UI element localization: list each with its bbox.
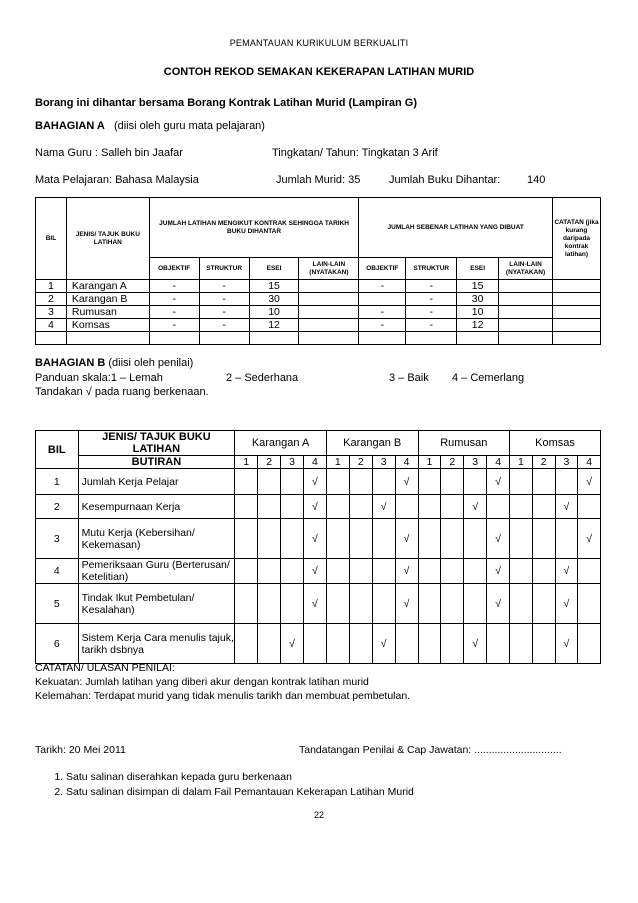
- rating-cell: [464, 559, 487, 584]
- table-cell: 10: [249, 306, 299, 319]
- group-rumusan: Rumusan: [418, 431, 510, 456]
- header-sebenar: JUMLAH SEBENAR LATIHAN YANG DIBUAT: [359, 198, 553, 258]
- check-mark: √: [578, 469, 601, 495]
- rating-cell: [349, 469, 372, 495]
- table-cell: [499, 319, 553, 332]
- section-a-table: [35, 197, 601, 345]
- check-mark: √: [555, 584, 578, 624]
- group-karangan-a: Karangan A: [235, 431, 327, 456]
- rating-cell: [441, 559, 464, 584]
- rating-cell: [510, 559, 533, 584]
- rating-cell: [578, 624, 601, 664]
- table-cell: 4: [36, 319, 67, 332]
- criteria-label: Jumlah Kerja Pelajar: [78, 469, 235, 495]
- copies-list: [48, 770, 414, 800]
- review-strength: Kekuatan: Jumlah latihan yang diberi akur dengan kontrak latihan murid: [35, 676, 369, 688]
- table-cell: -: [149, 293, 199, 306]
- table-cell: Rumusan: [66, 306, 149, 319]
- table-cell: [499, 293, 553, 306]
- check-mark: √: [487, 559, 510, 584]
- group-karangan-b: Karangan B: [326, 431, 418, 456]
- rating-cell: [510, 624, 533, 664]
- rating-cell: [532, 469, 555, 495]
- table-cell: -: [359, 306, 406, 319]
- table-cell: [553, 306, 601, 319]
- rating-cell: [235, 624, 258, 664]
- rating-cell: [464, 469, 487, 495]
- table-cell: Komsas: [66, 319, 149, 332]
- review-weakness: Kelemahan: Terdapat murid yang tidak menulis tarikh dan membuat pembetulan.: [35, 690, 411, 702]
- list-item: 1. Satu salinan diserahkan kepada guru berkenaan: [66, 770, 414, 785]
- student-count: Jumlah Murid: 35: [276, 174, 361, 186]
- scale-header: 1: [235, 456, 258, 469]
- check-mark: √: [303, 584, 326, 624]
- check-mark: √: [395, 584, 418, 624]
- rating-cell: [258, 519, 281, 559]
- criteria-label: Tindak Ikut Pembetulan/ Kesalahan): [78, 584, 235, 624]
- check-mark: √: [555, 624, 578, 664]
- table-cell: [299, 319, 359, 332]
- table-cell: -: [199, 293, 249, 306]
- rating-cell: [441, 469, 464, 495]
- criteria-label: Mutu Kerja (Kebersihan/ Kekemasan): [78, 519, 235, 559]
- date: Tarikh: 20 Mei 2011: [35, 744, 126, 756]
- rating-cell: [510, 469, 533, 495]
- table-cell: [499, 280, 553, 293]
- group-komsas: Komsas: [510, 431, 601, 456]
- table-cell: [299, 306, 359, 319]
- table-cell: [553, 280, 601, 293]
- table-cell: 10: [457, 306, 499, 319]
- table-row: [36, 306, 601, 319]
- rating-cell: [235, 519, 258, 559]
- sub-header: STRUKTUR: [199, 258, 249, 280]
- rating-cell: [418, 624, 441, 664]
- table-cell: Karangan B: [66, 293, 149, 306]
- rating-cell: [555, 469, 578, 495]
- table-cell: -: [406, 306, 457, 319]
- check-mark: √: [372, 624, 395, 664]
- rating-cell: [326, 495, 349, 519]
- rating-cell: [441, 519, 464, 559]
- table-cell: -: [406, 293, 457, 306]
- scale-header: 1: [326, 456, 349, 469]
- check-mark: √: [487, 519, 510, 559]
- b-header-bil: BIL: [36, 431, 79, 469]
- scale-header: 4: [303, 456, 326, 469]
- scale-header: 4: [578, 456, 601, 469]
- b-header-butiran: BUTIRAN: [78, 456, 235, 469]
- scale-header: 1: [418, 456, 441, 469]
- table-cell: 12: [249, 319, 299, 332]
- table-row: [36, 280, 601, 293]
- rating-cell: [349, 584, 372, 624]
- rating-cell: [372, 519, 395, 559]
- check-mark: √: [303, 519, 326, 559]
- table-cell: -: [199, 319, 249, 332]
- table-cell: 30: [249, 293, 299, 306]
- rating-cell: [578, 584, 601, 624]
- table-cell: [299, 280, 359, 293]
- rating-cell: [281, 469, 304, 495]
- rating-cell: [510, 584, 533, 624]
- rating-cell: [349, 559, 372, 584]
- rating-cell: [258, 495, 281, 519]
- row-number: 4: [36, 559, 79, 584]
- rating-cell: [395, 624, 418, 664]
- rating-cell: [258, 624, 281, 664]
- rating-cell: [532, 624, 555, 664]
- table-cell: Karangan A: [66, 280, 149, 293]
- scale-header: 3: [372, 456, 395, 469]
- rating-cell: [372, 559, 395, 584]
- table-row: [36, 519, 601, 559]
- table-row: [36, 559, 601, 584]
- table-cell: 30: [457, 293, 499, 306]
- class-level: Tingkatan/ Tahun: Tingkatan 3 Arif: [272, 147, 438, 159]
- rating-cell: [235, 584, 258, 624]
- form-title: CONTOH REKOD SEMAKAN KEKERAPAN LATIHAN MURID: [163, 66, 475, 78]
- rating-cell: [510, 519, 533, 559]
- scale-header: 4: [395, 456, 418, 469]
- rating-cell: [487, 495, 510, 519]
- table-cell: -: [199, 306, 249, 319]
- scale-header: 3: [464, 456, 487, 469]
- rating-cell: [326, 469, 349, 495]
- check-mark: √: [578, 519, 601, 559]
- criteria-label: Sistem Kerja Cara menulis tajuk, tarikh dsbnya: [78, 624, 235, 664]
- rating-cell: [235, 495, 258, 519]
- sub-header: OBJEKTIF: [149, 258, 199, 280]
- check-mark: √: [487, 584, 510, 624]
- header-bil: BIL: [36, 198, 67, 280]
- section-b-title: BAHAGIAN B: [35, 357, 106, 369]
- section-b-heading: [35, 357, 193, 369]
- rating-cell: [441, 584, 464, 624]
- section-a-note: (diisi oleh guru mata pelajaran): [113, 120, 265, 132]
- rating-cell: [532, 495, 555, 519]
- scale-header: 2: [441, 456, 464, 469]
- rating-cell: [235, 469, 258, 495]
- table-cell: [553, 319, 601, 332]
- rating-cell: [281, 519, 304, 559]
- check-mark: √: [395, 519, 418, 559]
- header-jenis: JENIS/ TAJUK BUKU LATIHAN: [66, 198, 149, 280]
- rating-cell: [441, 624, 464, 664]
- table-cell: -: [406, 319, 457, 332]
- table-cell: [553, 293, 601, 306]
- row-number: 3: [36, 519, 79, 559]
- check-mark: √: [464, 495, 487, 519]
- table-row: [36, 319, 601, 332]
- table-cell: -: [199, 280, 249, 293]
- rating-cell: [326, 519, 349, 559]
- table-cell: -: [149, 306, 199, 319]
- table-cell: -: [406, 280, 457, 293]
- row-number: 1: [36, 469, 79, 495]
- scale-3: 3 – Baik: [389, 372, 429, 384]
- table-cell: 2: [36, 293, 67, 306]
- instruction: Tandakan √ pada ruang berkenaan.: [35, 386, 209, 398]
- criteria-label: Kesempurnaan Kerja: [78, 495, 235, 519]
- section-a-title: BAHAGIAN A: [35, 120, 105, 132]
- rating-cell: [487, 624, 510, 664]
- page-header: PEMANTAUAN KURIKULUM BERKUALITI: [229, 38, 409, 48]
- intro-text: Borang ini dihantar bersama Borang Kontrak Latihan Murid (Lampiran G): [35, 97, 417, 109]
- rating-cell: [326, 584, 349, 624]
- rating-cell: [258, 584, 281, 624]
- rating-cell: [418, 519, 441, 559]
- table-cell: [359, 293, 406, 306]
- rating-cell: [326, 559, 349, 584]
- scale-header: 2: [258, 456, 281, 469]
- sub-header: ESEI: [457, 258, 499, 280]
- check-mark: √: [395, 559, 418, 584]
- table-row: [36, 469, 601, 495]
- rating-cell: [258, 469, 281, 495]
- header-kontrak: JUMLAH LATIHAN MENGIKUT KONTRAK SEHINGGA TARIKH BUKU DIHANTAR: [149, 198, 359, 258]
- section-a-heading: [35, 120, 265, 132]
- teacher-name: Nama Guru : Salleh bin Jaafar: [35, 147, 183, 159]
- rating-cell: [395, 495, 418, 519]
- rating-cell: [235, 559, 258, 584]
- table-cell: -: [359, 319, 406, 332]
- rating-cell: [258, 559, 281, 584]
- check-mark: √: [303, 469, 326, 495]
- sub-header: OBJEKTIF: [359, 258, 406, 280]
- rating-cell: [441, 495, 464, 519]
- table-cell: 1: [36, 280, 67, 293]
- table-row: [36, 584, 601, 624]
- row-number: 2: [36, 495, 79, 519]
- rating-cell: [532, 584, 555, 624]
- section-b-note: (diisi oleh penilai): [108, 357, 194, 369]
- rating-cell: [349, 519, 372, 559]
- scale-1: Panduan skala:1 – Lemah: [35, 372, 163, 384]
- check-mark: √: [372, 495, 395, 519]
- scale-2: 2 – Sederhana: [226, 372, 299, 384]
- sub-header: ESEI: [249, 258, 299, 280]
- b-header-jenis: JENIS/ TAJUK BUKU LATIHAN: [78, 431, 235, 456]
- rating-cell: [578, 559, 601, 584]
- check-mark: √: [464, 624, 487, 664]
- rating-cell: [510, 495, 533, 519]
- rating-cell: [281, 495, 304, 519]
- rating-cell: [303, 624, 326, 664]
- check-mark: √: [555, 495, 578, 519]
- list-item: 2. Satu salinan disimpan di dalam Fail Pemantauan Kekerapan Latihan Murid: [66, 785, 414, 800]
- check-mark: √: [303, 495, 326, 519]
- books-sent-value: 140: [527, 174, 546, 186]
- table-cell: -: [149, 319, 199, 332]
- row-number: 6: [36, 624, 79, 664]
- scale-4: 4 – Cemerlang: [452, 372, 525, 384]
- criteria-label: Pemeriksaan Guru (Berterusan/ Ketelitian): [78, 559, 235, 584]
- rating-cell: [349, 495, 372, 519]
- subject: Mata Pelajaran: Bahasa Malaysia: [35, 174, 199, 186]
- sub-header: STRUKTUR: [406, 258, 457, 280]
- check-mark: √: [281, 624, 304, 664]
- rating-cell: [281, 584, 304, 624]
- books-sent-label: Jumlah Buku Dihantar:: [389, 174, 501, 186]
- header-catatan: CATATAN (jika kurang daripada kontrak latihan): [553, 198, 601, 280]
- table-row: [36, 293, 601, 306]
- scale-header: 2: [532, 456, 555, 469]
- table-cell: -: [149, 280, 199, 293]
- rating-cell: [418, 495, 441, 519]
- rating-cell: [281, 559, 304, 584]
- rating-cell: [578, 495, 601, 519]
- rating-cell: [555, 519, 578, 559]
- table-row: [36, 624, 601, 664]
- table-cell: 12: [457, 319, 499, 332]
- scale-header: 3: [555, 456, 578, 469]
- rating-cell: [464, 584, 487, 624]
- section-b-table: [35, 430, 601, 664]
- table-row: [36, 495, 601, 519]
- rating-cell: [372, 584, 395, 624]
- page-number: 22: [313, 810, 324, 820]
- table-cell: 15: [249, 280, 299, 293]
- check-mark: √: [303, 559, 326, 584]
- rating-cell: [532, 519, 555, 559]
- check-mark: √: [395, 469, 418, 495]
- rating-cell: [418, 469, 441, 495]
- table-cell: 3: [36, 306, 67, 319]
- scale-header: 3: [281, 456, 304, 469]
- sub-header: LAIN-LAIN (NYATAKAN): [299, 258, 359, 280]
- review-title: CATATAN/ ULASAN PENILAI:: [35, 662, 175, 674]
- rating-cell: [418, 584, 441, 624]
- check-mark: √: [555, 559, 578, 584]
- table-cell: [299, 293, 359, 306]
- rating-cell: [349, 624, 372, 664]
- rating-cell: [372, 469, 395, 495]
- sub-header: LAIN-LAIN (NYATAKAN): [499, 258, 553, 280]
- scale-header: 2: [349, 456, 372, 469]
- row-number: 5: [36, 584, 79, 624]
- scale-header: 1: [510, 456, 533, 469]
- check-mark: √: [487, 469, 510, 495]
- rating-cell: [464, 519, 487, 559]
- signature-line: Tandatangan Penilai & Cap Jawatan: ..............................: [299, 744, 562, 756]
- table-cell: 15: [457, 280, 499, 293]
- rating-cell: [418, 559, 441, 584]
- rating-cell: [532, 559, 555, 584]
- rating-cell: [326, 624, 349, 664]
- table-cell: [499, 306, 553, 319]
- scale-header: 4: [487, 456, 510, 469]
- table-cell: -: [359, 280, 406, 293]
